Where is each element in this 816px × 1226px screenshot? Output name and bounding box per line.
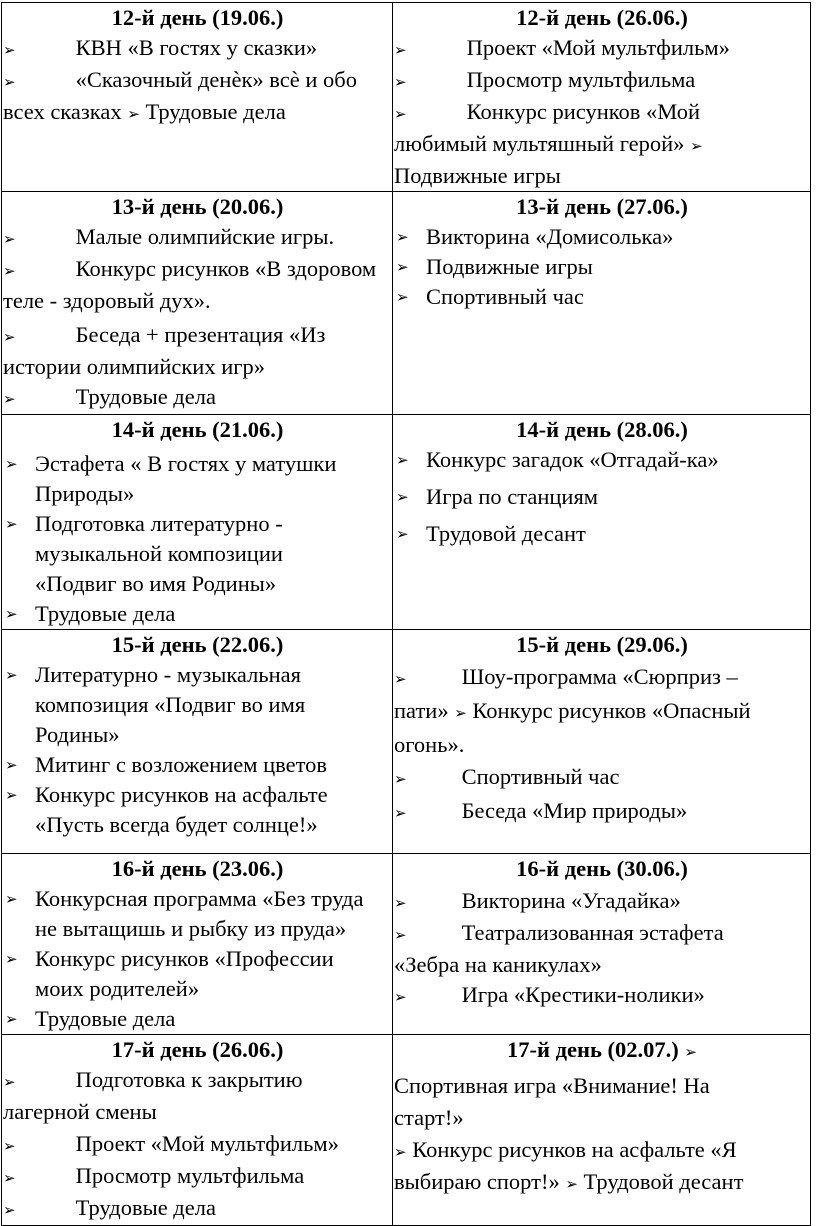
activity-item: «Зебра на каникулах» bbox=[394, 952, 602, 977]
day-cell bbox=[393, 3, 811, 192]
arrow-bullet-icon: ➢ bbox=[3, 1201, 16, 1219]
activity-item: ➢ Просмотр мультфильма bbox=[394, 67, 696, 92]
activity-item: старт!» bbox=[394, 1105, 464, 1130]
arrow-bullet-icon: ➢ bbox=[394, 105, 407, 123]
day-heading: 16-й день (23.06.) bbox=[111, 856, 284, 881]
arrow-bullet-icon: ➢ bbox=[394, 670, 407, 688]
arrow-bullet-icon: ➢ bbox=[5, 950, 18, 968]
activity-item: ➢ Трудовые дела bbox=[3, 1004, 392, 1034]
activity-item: ➢ Эстафета « В гостях у матушки Природы» bbox=[5, 451, 337, 506]
day-heading: 13-й день (20.06.) bbox=[111, 194, 284, 219]
activity-item: Спортивная игра «Внимание! На bbox=[394, 1073, 710, 1098]
day-cell bbox=[2, 415, 393, 630]
day-heading: 16-й день (30.06.) bbox=[516, 856, 688, 881]
day-heading: 12-й день (26.06.) bbox=[516, 5, 688, 30]
arrow-bullet-icon: ➢ bbox=[396, 288, 409, 306]
day-cell bbox=[393, 1035, 811, 1226]
schedule-row bbox=[2, 1035, 811, 1226]
activity-item: ➢ Подвижные игры bbox=[394, 252, 810, 282]
activity-item: ➢ Беседа «Мир природы» bbox=[394, 798, 688, 823]
arrow-bullet-icon: ➢ bbox=[454, 704, 467, 722]
arrow-bullet-icon: ➢ bbox=[3, 1169, 16, 1187]
arrow-bullet-icon: ➢ bbox=[394, 1143, 407, 1161]
activity-item: ➢ Конкурсная программа «Без труда не вытащишь и рыбку из пруда» bbox=[5, 886, 364, 941]
day-cell bbox=[2, 192, 393, 415]
activity-item: лагерной смены bbox=[3, 1099, 157, 1124]
activity-item: огонь». bbox=[394, 732, 465, 757]
activity-item: ➢ Малые олимпийские игры. bbox=[3, 224, 335, 249]
arrow-bullet-icon: ➢ bbox=[396, 228, 409, 246]
day-heading: 15-й день (22.06.) bbox=[111, 632, 284, 657]
activity-item: ➢ Конкурс загадок «Отгадай-ка» bbox=[394, 445, 810, 475]
day-cell bbox=[2, 1035, 393, 1226]
activity-item: ➢ Подготовка к закрытию bbox=[3, 1067, 303, 1092]
activity-item: любимый мультяшный герой» ➢ bbox=[394, 131, 703, 156]
arrow-bullet-icon: ➢ bbox=[3, 328, 16, 346]
arrow-bullet-icon: ➢ bbox=[396, 451, 409, 469]
activity-item: ➢ Театрализованная эстафета bbox=[394, 920, 724, 945]
day-heading: 12-й день (19.06.) bbox=[111, 5, 284, 30]
activity-item: истории олимпийских игр» bbox=[3, 354, 265, 379]
arrow-bullet-icon: ➢ bbox=[5, 1010, 18, 1028]
schedule-row bbox=[2, 192, 811, 415]
day-cell bbox=[393, 415, 811, 630]
arrow-bullet-icon: ➢ bbox=[5, 515, 18, 533]
activity-item: ➢ Игра «Крестики-нолики» bbox=[394, 982, 705, 1007]
arrow-bullet-icon: ➢ bbox=[5, 890, 18, 908]
schedule-row bbox=[2, 415, 811, 630]
activity-item: ➢ Спортивный час bbox=[394, 764, 620, 789]
schedule-row bbox=[2, 3, 811, 192]
day-cell bbox=[393, 192, 811, 415]
day-heading: 15-й день (29.06.) bbox=[516, 632, 688, 657]
activity-item: теле - здоровый дух». bbox=[3, 288, 211, 313]
activity-item: Подвижные игры bbox=[394, 163, 561, 188]
activity-item: всех сказках ➢ Трудовые дела bbox=[3, 99, 286, 124]
day-heading: 13-й день (27.06.) bbox=[516, 194, 688, 219]
activity-item: ➢ Беседа + презентация «Из bbox=[3, 322, 326, 347]
arrow-bullet-icon: ➢ bbox=[3, 390, 16, 408]
arrow-bullet-icon: ➢ bbox=[394, 988, 407, 1006]
arrow-bullet-icon: ➢ bbox=[3, 230, 16, 248]
activity-item: ➢ Проект «Мой мультфильм» bbox=[3, 1131, 339, 1156]
arrow-bullet-icon: ➢ bbox=[5, 666, 18, 684]
arrow-bullet-icon: ➢ bbox=[690, 137, 703, 155]
day-cell bbox=[393, 854, 811, 1035]
arrow-bullet-icon: ➢ bbox=[5, 605, 18, 623]
schedule-row bbox=[2, 854, 811, 1035]
day-heading: 17-й день (26.06.) bbox=[111, 1037, 284, 1062]
activity-item: ➢ Конкурс рисунков «Профессии моих родителей» bbox=[5, 946, 334, 1001]
day-heading: 14-й день (28.06.) bbox=[516, 417, 688, 442]
arrow-bullet-icon: ➢ bbox=[684, 1043, 697, 1061]
arrow-bullet-icon: ➢ bbox=[394, 770, 407, 788]
activity-item: ➢ Игра по станциям bbox=[394, 482, 810, 512]
activity-item: ➢ КВН «В гостях у сказки» bbox=[3, 35, 318, 60]
arrow-bullet-icon: ➢ bbox=[565, 1175, 578, 1193]
arrow-bullet-icon: ➢ bbox=[394, 894, 407, 912]
activity-item: ➢ Шоу-программа «Сюрприз – bbox=[394, 664, 738, 689]
arrow-bullet-icon: ➢ bbox=[394, 804, 407, 822]
activity-item: ➢ Конкурс рисунков на асфальте «Пусть всегда будет солнце!» bbox=[5, 782, 328, 837]
activity-item: выбираю спорт!» ➢ Трудовой десант bbox=[394, 1169, 744, 1194]
day-cell bbox=[2, 630, 393, 854]
activity-item: ➢ Спортивный час bbox=[394, 282, 810, 312]
activity-item: ➢ Конкурс рисунков на асфальте «Я bbox=[394, 1137, 737, 1162]
arrow-bullet-icon: ➢ bbox=[396, 525, 409, 543]
activity-item: ➢ Викторина «Угадайка» bbox=[394, 888, 681, 913]
arrow-bullet-icon: ➢ bbox=[394, 41, 407, 59]
day-heading: 14-й день (21.06.) bbox=[111, 417, 284, 442]
arrow-bullet-icon: ➢ bbox=[5, 786, 18, 804]
activity-item: ➢ Литературно - музыкальная композиция «Подвиг во имя Родины» bbox=[5, 662, 306, 747]
activity-item: ➢ Просмотр мультфильма bbox=[3, 1163, 305, 1188]
activity-item: ➢ Митинг с возложением цветов bbox=[3, 750, 392, 780]
activity-item: ➢ Конкурс рисунков «В здоровом bbox=[3, 256, 377, 281]
activity-item: ➢ Конкурс рисунков «Мой bbox=[394, 99, 701, 124]
arrow-bullet-icon: ➢ bbox=[394, 73, 407, 91]
arrow-bullet-icon: ➢ bbox=[3, 1073, 16, 1091]
day-cell bbox=[2, 3, 393, 192]
schedule-row bbox=[2, 630, 811, 854]
activity-item: ➢ Трудовые дела bbox=[3, 599, 392, 629]
activity-item: ➢ Трудовые дела bbox=[3, 1195, 216, 1220]
arrow-bullet-icon: ➢ bbox=[3, 262, 16, 280]
schedule-table bbox=[1, 2, 811, 1226]
arrow-bullet-icon: ➢ bbox=[394, 926, 407, 944]
arrow-bullet-icon: ➢ bbox=[5, 756, 18, 774]
arrow-bullet-icon: ➢ bbox=[127, 105, 140, 123]
day-cell bbox=[393, 630, 811, 854]
arrow-bullet-icon: ➢ bbox=[396, 258, 409, 276]
day-heading: 17-й день (02.07.) ➢ bbox=[507, 1037, 697, 1062]
activity-item: ➢ Трудовые дела bbox=[3, 384, 216, 409]
arrow-bullet-icon: ➢ bbox=[396, 488, 409, 506]
activity-item: ➢ Подготовка литературно - музыкальной композиции «Подвиг во имя Родины» bbox=[5, 511, 283, 596]
activity-item: ➢ «Сказочный денѐк» всѐ и обо bbox=[3, 67, 357, 92]
activity-item: пати» ➢ Конкурс рисунков «Опасный bbox=[394, 698, 751, 723]
arrow-bullet-icon: ➢ bbox=[3, 73, 16, 91]
arrow-bullet-icon: ➢ bbox=[3, 1137, 16, 1155]
arrow-bullet-icon: ➢ bbox=[3, 41, 16, 59]
activity-item: ➢ Трудовой десант bbox=[394, 519, 810, 549]
activity-item: ➢ Викторина «Домисолька» bbox=[394, 222, 810, 252]
activity-item: ➢ Проект «Мой мультфильм» bbox=[394, 35, 730, 60]
arrow-bullet-icon: ➢ bbox=[5, 455, 18, 473]
day-cell bbox=[2, 854, 393, 1035]
